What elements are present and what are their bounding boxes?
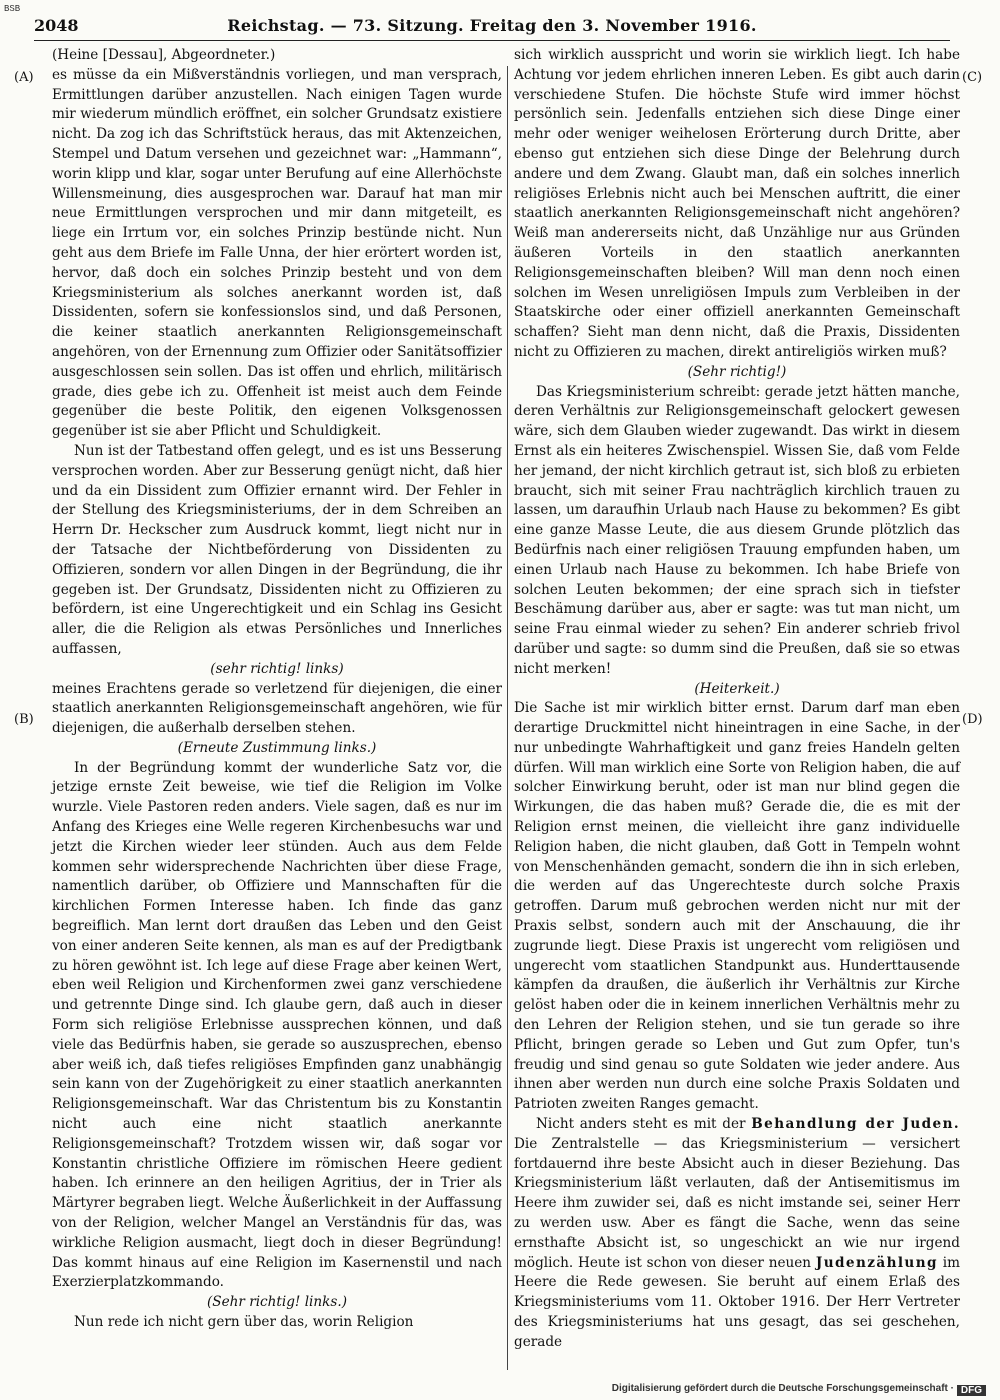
- paragraph: es müsse da ein Mißverständnis vorliegen, und man versprach, Ermittlungen darüber anzustellen. Nach einigen Tagen wurde mir wiederum mündlich eröffnet, ein solcher Grundsatz existiere nicht. Da zog ich das Schriftstück heraus, das mit Aktenzeichen, Stempel und Datum versehen und gezeichnet war: „Hammann“, worin klipp und klar, sogar unter Berufung auf eine Allerhöchste Willensmeinung, dies ausgesprochen war. Darauf hat man mir neue Ermittlungen versprochen und mir dann mitgeteilt, es liege ein Irrtum vor, ein solches Prinzip bestünde nicht. Nun geht aus dem Briefe im Falle Unna, der hier erörtert worden ist, hervor, daß doch ein solches Prinzip besteht und von dem Kriegsministerium als solches anerkannt worden ist, daß Dissidenten, sofern sie konfessionslos sind, und daß Personen, die keiner staatlich anerkannten Religionsgemeinschaft angehören, von der Ernennung zum Offizier oder Sanitätsoffizier ausgeschlossen sein sollen. Das ist offen und ehrlich, militärisch grade, dies gebe ich zu. Offenheit ist meist auch dem Feinde gegenüber die beste Politik, den eigenen Volksgenossen gegenüber ist sie aber Pflicht und Schuldigkeit.: [52, 66, 502, 440]
- paragraph: Die Sache ist mir wirklich bitter ernst. Darum darf man eben derartige Druckmittel nicht hineintragen in eine Sache, in der nur unbedingte Wahrhaftigkeit und ganz freies Handeln gelten dürfen. Will man wirklich eine Sorte von Religion haben, die auf solcher Einwirkung beruht, oder ist man nur blind gegen die Wirkungen, die das haben muß? Gerade die, die es mit der Religion ernst meinen, die vielleicht ihre ganz individuelle Religion haben, die nicht glauben, daß Gott in Tempeln wohnt von Menschenhänden gemacht, sondern die ihn in sich erleben, die werden auf das Ungerechteste durch solche Praxis getroffen. Darum muß gebrochen werden nicht nur mit der Praxis selbst, sondern auch mit der Anschauung, die ihr zugrunde liegt. Diese Praxis ist ungerecht vom religiösen und ungerecht vom staatlichen Standpunkt aus. Hunderttausende kämpfen da draußen, die äußerlich ihr Verhältnis zur Kirche gelöst haben oder die in keinem innerlichen Verhältnis mehr zu den Lehren der Religion stehen, und sie tun gerade so ihre Pflicht, bringen gerade so Leben und Gut zum Opfer, tun's freudig und sind genau so gute Soldaten wie jeder andere. Aus ihnen aber werden nun durch eine solche Praxis Soldaten und Patrioten zweiten Ranges gemacht.: [514, 700, 960, 1113]
- margin-marker-a: (A): [14, 70, 34, 85]
- page-title: Reichstag. — 73. Sitzung. Freitag den 3. November 1916.: [227, 16, 757, 35]
- column-separator: [507, 66, 508, 1370]
- paragraph-text: Die Zentralstelle — das Kriegsministerium — versichert fortdauernd ihre beste Absicht auch in dieser Beziehung. Das Kriegsministerium läßt verlauten, daß der Antisemitismus im Heere ihm zuwider sei, daß es nicht imstande sei, seiner Herr zu werden usw. Aber es fängt die Sache, wenn das seine ernsthafte Absicht ist, so ungeschickt an wie nur irgend möglich. Heute ist schon von dieser neuen: [514, 1135, 960, 1271]
- paragraph: [514, 1115, 960, 1353]
- header-rule: [34, 40, 950, 41]
- paragraph: sich wirklich ausspricht und worin sie wirklich liegt. Ich habe Achtung vor jedem ehrlichen inneren Leben. Es gibt auch darin verschiedene Stufen. Die höchste Stufe wird immer höchst persönlich sein. Jedenfalls entziehen sich diese Dinge einer mehr oder weniger weihelosen Erörterung durch Dritte, aber ebenso gut entziehen sich diese Dinge der Belehrung durch andere und dem Zwang. Glaubt man, daß ein solches innerlich religiöses Erlebnis nicht auch bei Menschen auftritt, die einer staatlich anerkannten Religionsgemeinschaft nicht angehören? Weiß man andererseits nicht, daß Unzählige nur aus Gründen äußeren Vorteils in den staatlich anerkannten Religionsgemeinschaften bleiben? Will man denn noch einen solchen im Wesen unreligiösen Impuls zum Verbleiben in der Staatskirche oder einer offiziell anerkannten Gemeinschaft schaffen? Sieht man denn nicht, daß die Praxis, Dissidenten nicht zu Offizieren zu machen, direkt antireligiös wirken muß?: [514, 47, 960, 360]
- right-column: [514, 46, 960, 1353]
- page-header: [34, 14, 950, 38]
- left-column: [52, 46, 502, 1333]
- interjection: (Sehr richtig!): [687, 363, 787, 380]
- paragraph: In der Begründung kommt der wunderliche Satz vor, die jetzige ernste Zeit beweise, wie tief die Religion im Volke wurzle. Viele Pastoren reden anders. Viele sagen, daß es nur im Anfang des Krieges eine Welle regeren Kirchenbesuchs war und jetzt die Kirchen wieder leer stünden. Auch aus dem Felde kommen sehr widersprechende Nachrichten über diese Frage, namentlich darüber, ob Offiziere und Mannschaften für die kirchlichen Formen Interesse haben. Ich finde das ganz begreiflich. Man lernt dort draußen das Leben und den Geist von einer anderen Seite kennen, als man es auf der Predigtbank zu hören gewöhnt ist. Ich lege auf diese Frage aber keinen Wert, eben weil Religion und Kirchenformen zwei ganz verschiedene und getrennte Dinge sind. Ich glaube gern, daß auch in dieser Form sich religiöse Erlebnisse aussprechen können, und daß viele das Bedürfnis haben, sie gerade so auszusprechen, ebenso aber weiß ich, daß tiefes religiöses Empfinden ganz unabhängig sein kann von der Zugehörigkeit zu einer staatlich anerkannten Religionsgemeinschaft. War das Christentum bis zu Konstantin nicht auch eine nicht staatlich anerkannte Religionsgemeinschaft? Trotzdem wissen wir, daß sogar vor Konstantin christliche Offiziere im römischen Heere gedient haben. Ich erinnere an den heiligen Agritius, der in Trier als Märtyrer begraben liegt. Welche Äußerlichkeit in der Auffassung von der Religion, welcher Mangel an Verständnis für das, was wirkliche Religion ausmacht, liegt doch in dieser Begründung! Das kommt hinaus auf eine Religion im Kasernenstil und nach Exerzierplatzkommando.: [52, 759, 502, 1291]
- interjection: (Sehr richtig! links.): [206, 1294, 348, 1311]
- margin-marker-b: (B): [14, 712, 34, 727]
- paragraph: Nun ist der Tatbestand offen gelegt, und es ist uns Besserung versprochen worden. Aber zur Besserung genügt nicht, daß hier und da ein Dissident zum Offizier ernannt wird. Der Fehler in der Stellung des Kriegsministeriums, der in dem Schreiben an Herrn Dr. Heckscher zum Ausdruck kommt, liegt nicht nur in der Tatsache der Nichtbeförderung von Dissidenten zu Offizieren, sondern vor allen Dingen in der Begründung, die ihr gegeben ist. Der Grundsatz, Dissidenten nicht zu Offizieren zu befördern, ist eine Ungerechtigkeit und ein Schlag ins Gesicht aller, die die Religion als etwas Persönliches und Innerliches auffassen,: [52, 442, 502, 657]
- paragraph-text: im Heere die Rede gewesen. Sie beruht auf einem Erlaß des Kriegsministeriums vom 11. Oktober 1916. Der Herr Vertreter des Kriegsministeriums hat uns gesagt, das sei geschehen, gerade: [514, 1254, 960, 1350]
- interjection: (sehr richtig! links): [210, 660, 344, 677]
- paragraph: meines Erachtens gerade so verletzend für diejenigen, die einer staatlich anerkannten Religionsgemeinschaft angehören, wie für diejenigen, die außerhalb derselben stehen.: [52, 680, 502, 737]
- interjection: (Heiterkeit.): [694, 680, 780, 697]
- paragraph-text: Nicht anders steht es mit der: [536, 1116, 752, 1133]
- page-number: 2048: [34, 16, 79, 35]
- dfg-logo: DFG: [957, 1385, 986, 1396]
- bold-emphasis: Judenzählung: [815, 1254, 938, 1271]
- bold-emphasis: Behandlung der Juden.: [751, 1116, 961, 1133]
- paragraph: Das Kriegsministerium schreibt: gerade jetzt hätten manche, deren Verhältnis zur Religionsgemeinschaft gelockert gewesen wäre, sich dem Glauben wieder zugewandt. Das wirkt in diesem Ernst als ein heiteres Zwischenspiel. Wissen Sie, daß vom Felde her jemand, der nicht kirchlich getraut ist, sich bloß zu erbieten braucht, sich mit seiner Frau nachträglich kirchlich trauen zu lassen, um daraufhin Urlaub nach Hause zu bekommen? Es gibt eine ganze Masse Leute, die aus diesem Grunde plötzlich das Bedürfnis nach einer religiösen Trauung empfunden haben, um einen Urlaub nach Hause zu bekommen. Ich habe Briefe von solchen Leuten bekommen; der eine sprach sich in tiefster Beschämung darüber aus, aber er sagte: was tut man nicht, um seine Frau einmal wieder zu sehen? Ein anderer schrieb frivol darüber und sagte: so dumm sind die Preußen, daß sie so etwas nicht merken!: [514, 383, 960, 677]
- margin-marker-d: (D): [962, 712, 983, 727]
- interjection: (Erneute Zustimmung links.): [177, 739, 377, 756]
- library-stamp: BSB: [4, 4, 21, 14]
- footer-credit: Digitalisierung gefördert durch die Deutsche Forschungsgemeinschaft ·: [611, 1383, 954, 1394]
- speaker-line: (Heine [Dessau], Abgeordneter.): [52, 47, 276, 63]
- margin-marker-c: (C): [962, 70, 983, 85]
- paragraph: Nun rede ich nicht gern über das, worin Religion: [74, 1314, 414, 1330]
